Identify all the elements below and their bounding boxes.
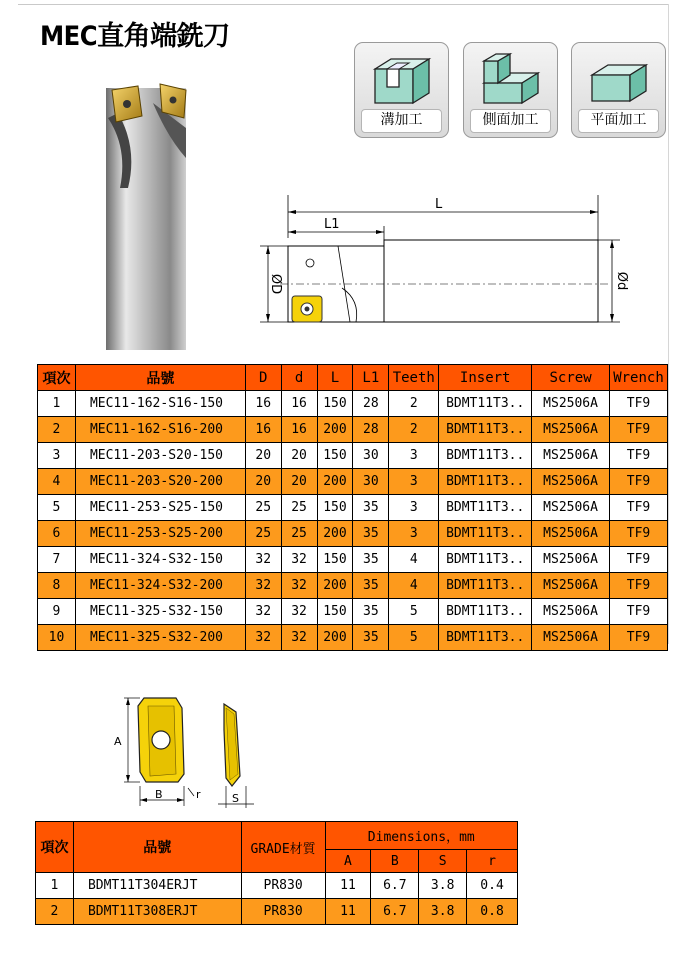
table-cell: MS2506A — [532, 495, 610, 521]
table-cell: MEC11-162-S16-200 — [75, 417, 245, 443]
end-mill-drawing — [250, 190, 640, 335]
table-cell: 4 — [389, 547, 439, 573]
table-row — [36, 899, 518, 925]
col-header: Insert — [439, 365, 532, 391]
side-divider — [668, 4, 669, 644]
table-row — [38, 391, 668, 417]
table-cell: 3.8 — [419, 873, 467, 899]
insert-a-label: A — [114, 735, 122, 748]
table-cell: TF9 — [610, 495, 668, 521]
cutting-diameter-label: ØD — [268, 273, 283, 295]
table-cell: BDMT11T3.. — [439, 443, 532, 469]
table-cell: TF9 — [610, 547, 668, 573]
table-cell: PR830 — [241, 899, 325, 925]
col-header: Wrench — [610, 365, 668, 391]
table-cell: MS2506A — [532, 625, 610, 651]
table-cell: 35 — [353, 521, 389, 547]
table-cell: 32 — [281, 573, 317, 599]
col-header: 項次 — [36, 822, 74, 873]
table-cell: 2 — [36, 899, 74, 925]
table-cell: TF9 — [610, 469, 668, 495]
col-header: Screw — [532, 365, 610, 391]
table-cell: 25 — [281, 495, 317, 521]
table-cell: 9 — [38, 599, 76, 625]
table-cell: MS2506A — [532, 469, 610, 495]
table-cell: 11 — [325, 873, 371, 899]
table-cell: 150 — [317, 443, 353, 469]
table-cell: 6 — [38, 521, 76, 547]
table-cell: 20 — [281, 443, 317, 469]
table-row — [38, 495, 668, 521]
table-row — [38, 469, 668, 495]
table-cell: 200 — [317, 417, 353, 443]
table-cell: MEC11-203-S20-200 — [75, 469, 245, 495]
table-cell: BDMT11T3.. — [439, 599, 532, 625]
table-cell: MS2506A — [532, 443, 610, 469]
table-cell: MEC11-162-S16-150 — [75, 391, 245, 417]
table-cell: TF9 — [610, 391, 668, 417]
table-cell: 6.7 — [371, 873, 419, 899]
col-header: Teeth — [389, 365, 439, 391]
table-cell: 3 — [389, 495, 439, 521]
table-cell: 200 — [317, 469, 353, 495]
table-cell: 30 — [353, 469, 389, 495]
table-cell: TF9 — [610, 443, 668, 469]
table-cell: BDMT11T3.. — [439, 391, 532, 417]
table-cell: 2 — [38, 417, 76, 443]
col-header: 項次 — [38, 365, 76, 391]
table-cell: MEC11-324-S32-200 — [75, 573, 245, 599]
table-cell: 20 — [245, 443, 281, 469]
table-cell: 5 — [389, 599, 439, 625]
insert-spec-table — [35, 821, 518, 925]
table-cell: 7 — [38, 547, 76, 573]
table-cell: MEC11-203-S20-150 — [75, 443, 245, 469]
table-cell: 28 — [353, 417, 389, 443]
col-header: Dimensions，mm — [325, 822, 517, 850]
table-cell: 8 — [38, 573, 76, 599]
table-row — [38, 599, 668, 625]
table-cell: 20 — [281, 469, 317, 495]
table-cell: 3 — [389, 443, 439, 469]
table-cell: 16 — [281, 417, 317, 443]
table-cell: BDMT11T3.. — [439, 547, 532, 573]
table-row — [36, 873, 518, 899]
shoulder-machining-icon — [478, 49, 544, 107]
col-header: L1 — [353, 365, 389, 391]
table-cell: 150 — [317, 391, 353, 417]
col-header: GRADE材質 — [241, 822, 325, 873]
table-cell: TF9 — [610, 417, 668, 443]
table-cell: 16 — [245, 417, 281, 443]
table-cell: 16 — [245, 391, 281, 417]
col-header: d — [281, 365, 317, 391]
table-cell: 5 — [389, 625, 439, 651]
table-cell: 32 — [245, 599, 281, 625]
table-cell: MS2506A — [532, 391, 610, 417]
col-header: 品號 — [73, 822, 241, 873]
table-cell: 0.8 — [467, 899, 518, 925]
table-cell: 32 — [245, 547, 281, 573]
table-cell: BDMT11T3.. — [439, 625, 532, 651]
table-cell: BDMT11T308ERJT — [73, 899, 241, 925]
top-divider — [18, 4, 668, 5]
col-header: 品號 — [75, 365, 245, 391]
table-cell: 20 — [245, 469, 281, 495]
face-machining-card — [571, 42, 666, 138]
table-cell: 35 — [353, 573, 389, 599]
table-row — [38, 443, 668, 469]
table-cell: 4 — [389, 573, 439, 599]
table-cell: 25 — [245, 495, 281, 521]
table-cell: BDMT11T3.. — [439, 417, 532, 443]
flute-length-label: L1 — [324, 217, 340, 232]
table-cell: 25 — [245, 521, 281, 547]
table-row — [38, 547, 668, 573]
face-machining-icon — [586, 49, 652, 107]
table-cell: 3 — [389, 469, 439, 495]
table-cell: MEC11-253-S25-150 — [75, 495, 245, 521]
shoulder-machining-card — [463, 42, 558, 138]
col-header: D — [245, 365, 281, 391]
table-header-row — [36, 822, 518, 850]
table-row — [38, 573, 668, 599]
col-header: S — [419, 850, 467, 873]
table-cell: 32 — [245, 625, 281, 651]
table-cell: 150 — [317, 547, 353, 573]
col-header: B — [371, 850, 419, 873]
table-cell: 3 — [389, 521, 439, 547]
shank-diameter-label: Ød — [614, 271, 629, 291]
machining-label: 側面加工 — [470, 109, 551, 133]
table-cell: 4 — [38, 469, 76, 495]
table-cell: TF9 — [610, 599, 668, 625]
table-cell: MS2506A — [532, 599, 610, 625]
table-cell: 35 — [353, 625, 389, 651]
table-cell: 10 — [38, 625, 76, 651]
table-cell: MS2506A — [532, 417, 610, 443]
table-cell: BDMT11T304ERJT — [73, 873, 241, 899]
table-cell: 35 — [353, 495, 389, 521]
table-cell: BDMT11T3.. — [439, 469, 532, 495]
table-cell: 30 — [353, 443, 389, 469]
table-cell: 35 — [353, 599, 389, 625]
table-cell: 32 — [281, 625, 317, 651]
table-cell: MS2506A — [532, 573, 610, 599]
table-cell: TF9 — [610, 573, 668, 599]
table-cell: 0.4 — [467, 873, 518, 899]
table-cell: TF9 — [610, 521, 668, 547]
machining-label: 溝加工 — [361, 109, 442, 133]
table-cell: PR830 — [241, 873, 325, 899]
table-cell: 150 — [317, 495, 353, 521]
end-mill-photo — [98, 78, 208, 350]
insert-b-label: B — [155, 788, 163, 801]
insert-s-label: S — [232, 792, 239, 805]
table-cell: MEC11-325-S32-150 — [75, 599, 245, 625]
table-cell: 5 — [38, 495, 76, 521]
insert-r-label: r — [196, 788, 201, 801]
table-cell: BDMT11T3.. — [439, 495, 532, 521]
table-row — [38, 521, 668, 547]
col-header: A — [325, 850, 371, 873]
table-cell: 35 — [353, 547, 389, 573]
table-cell: 16 — [281, 391, 317, 417]
insert-drawing — [100, 690, 280, 815]
machining-label: 平面加工 — [578, 109, 659, 133]
table-cell: MEC11-325-S32-200 — [75, 625, 245, 651]
col-header: r — [467, 850, 518, 873]
table-cell: MEC11-324-S32-150 — [75, 547, 245, 573]
table-row — [38, 417, 668, 443]
table-cell: 1 — [36, 873, 74, 899]
table-cell: 200 — [317, 625, 353, 651]
table-cell: 6.7 — [371, 899, 419, 925]
table-cell: BDMT11T3.. — [439, 573, 532, 599]
end-mill-spec-table — [37, 364, 668, 651]
table-cell: 28 — [353, 391, 389, 417]
length-label: L — [435, 197, 443, 212]
table-cell: 200 — [317, 573, 353, 599]
table-cell: 200 — [317, 521, 353, 547]
table-cell: 3.8 — [419, 899, 467, 925]
table-cell: 3 — [38, 443, 76, 469]
table-cell: MEC11-253-S25-200 — [75, 521, 245, 547]
table-header-row — [38, 365, 668, 391]
table-cell: MS2506A — [532, 521, 610, 547]
table-cell: 32 — [281, 599, 317, 625]
table-cell: 32 — [245, 573, 281, 599]
table-cell: MS2506A — [532, 547, 610, 573]
table-cell: 32 — [281, 547, 317, 573]
slot-machining-card — [354, 42, 449, 138]
table-cell: 2 — [389, 391, 439, 417]
table-cell: TF9 — [610, 625, 668, 651]
slot-machining-icon — [369, 49, 435, 107]
table-cell: 1 — [38, 391, 76, 417]
table-row — [38, 625, 668, 651]
table-cell: BDMT11T3.. — [439, 521, 532, 547]
page-title: MEC直角端銑刀 — [40, 21, 230, 52]
table-cell: 25 — [281, 521, 317, 547]
table-cell: 2 — [389, 417, 439, 443]
table-cell: 150 — [317, 599, 353, 625]
table-cell: 11 — [325, 899, 371, 925]
col-header: L — [317, 365, 353, 391]
